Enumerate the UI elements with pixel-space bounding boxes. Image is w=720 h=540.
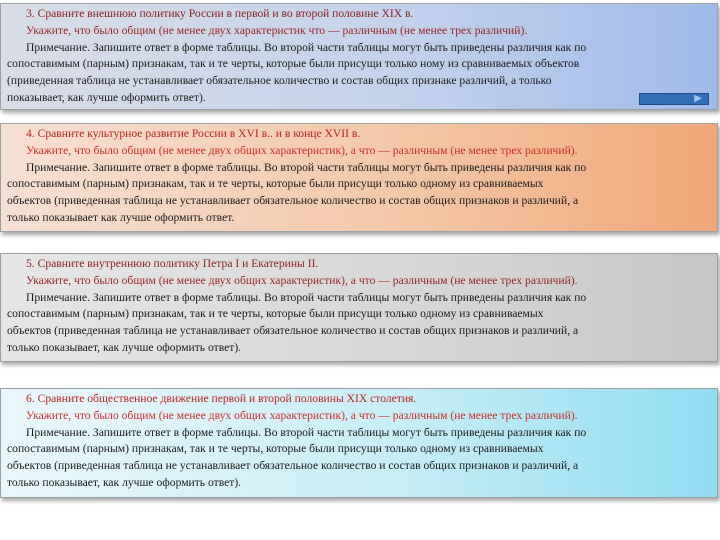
task-5-title: 5. Сравните внутреннюю политику Петра I и Екатерины II. [26, 257, 319, 270]
task-5-instruction: Укажите, что было общим (не менее двух общих характеристик), а что — различным (не менее трех различий). [26, 273, 578, 287]
task-4-title: 4. Сравните культурное развитие России в XVI в.. и в конце XVII в. [26, 127, 361, 140]
task-4-box [0, 123, 718, 232]
task-4-note-line: Примечание. Запишите ответ в форме таблицы. Во второй части таблицы могут быть приведены различия как по [26, 160, 587, 174]
task-4-note-line: объектов (приведенная таблица не устанавливает обязательное количество и состав общих признаков и различий, а [7, 194, 579, 208]
task-5-box [0, 253, 718, 362]
task-6-box [0, 388, 718, 498]
task-6-title: 6. Сравните общественное движение первой и второй половины XIX столетия. [26, 392, 417, 405]
task-4-note-line: только показывает как лучше оформить ответ. [7, 210, 235, 224]
task-3-instruction: Укажите, что было общим (не менее двух характеристик что — различным (не менее трех различий). [26, 23, 528, 37]
task-3-note-line: Примечание. Запишите ответ в форме таблицы. Во второй части таблицы могут быть приведены различия как по [26, 40, 587, 54]
task-4-note-line: сопоставимым (парным) признакам, так и те черты, которые были присущи только одному из сравниваемых [7, 177, 544, 191]
task-5-note-line: объектов (приведенная таблица не устанавливает обязательное количество и состав общих признаков и различий, а [7, 324, 579, 338]
task-6-note-line: Примечание. Запишите ответ в форме таблицы. Во второй части таблицы могут быть приведены различия как по [26, 425, 587, 439]
task-5-note-line: сопоставимым (парным) признакам, так и те черты, которые были присущи только одному из сравниваемых [7, 307, 544, 321]
task-3-title: 3. Сравните внешнюю политику России в первой и во второй половине XIX в. [26, 7, 414, 20]
task-5-note-line: только показывает, как лучше оформить ответ). [7, 340, 242, 354]
play-arrow-icon: ▶ [694, 93, 702, 104]
task-3-box [0, 3, 718, 110]
next-slide-button[interactable] [639, 93, 709, 105]
task-3-note-line: показывает, как лучше оформить ответ). [7, 90, 206, 104]
task-3-note-line: (приведенная таблица не устанавливает обязательное количество и состав общих признаке различий, а только [7, 74, 552, 88]
task-5-note-line: Примечание. Запишите ответ в форме таблицы. Во второй части таблицы могут быть приведены различия как по [26, 290, 587, 304]
task-3-note-line: сопоставимым (парным) признакам, так и те черты, которые были присущи только ному из сравниваемых объектов [7, 57, 580, 71]
task-6-instruction: Укажите, что было общим (не менее двух общих характеристик), а что — различным (не менее трех различий). [26, 408, 578, 422]
task-6-note-line: только показывает, как лучше оформить ответ). [7, 475, 242, 489]
task-6-note-line: сопоставимым (парным) признакам, так и те черты, которые были присущи только одному из сравниваемых [7, 442, 544, 456]
task-6-note-line: объектов (приведенная таблица не устанавливает обязательное количество и состав общих признаков и различий, а [7, 459, 579, 473]
task-4-instruction: Укажите, что было общим (не менее двух общих характеристик), а что — различным (не менее трех различий). [26, 143, 578, 157]
